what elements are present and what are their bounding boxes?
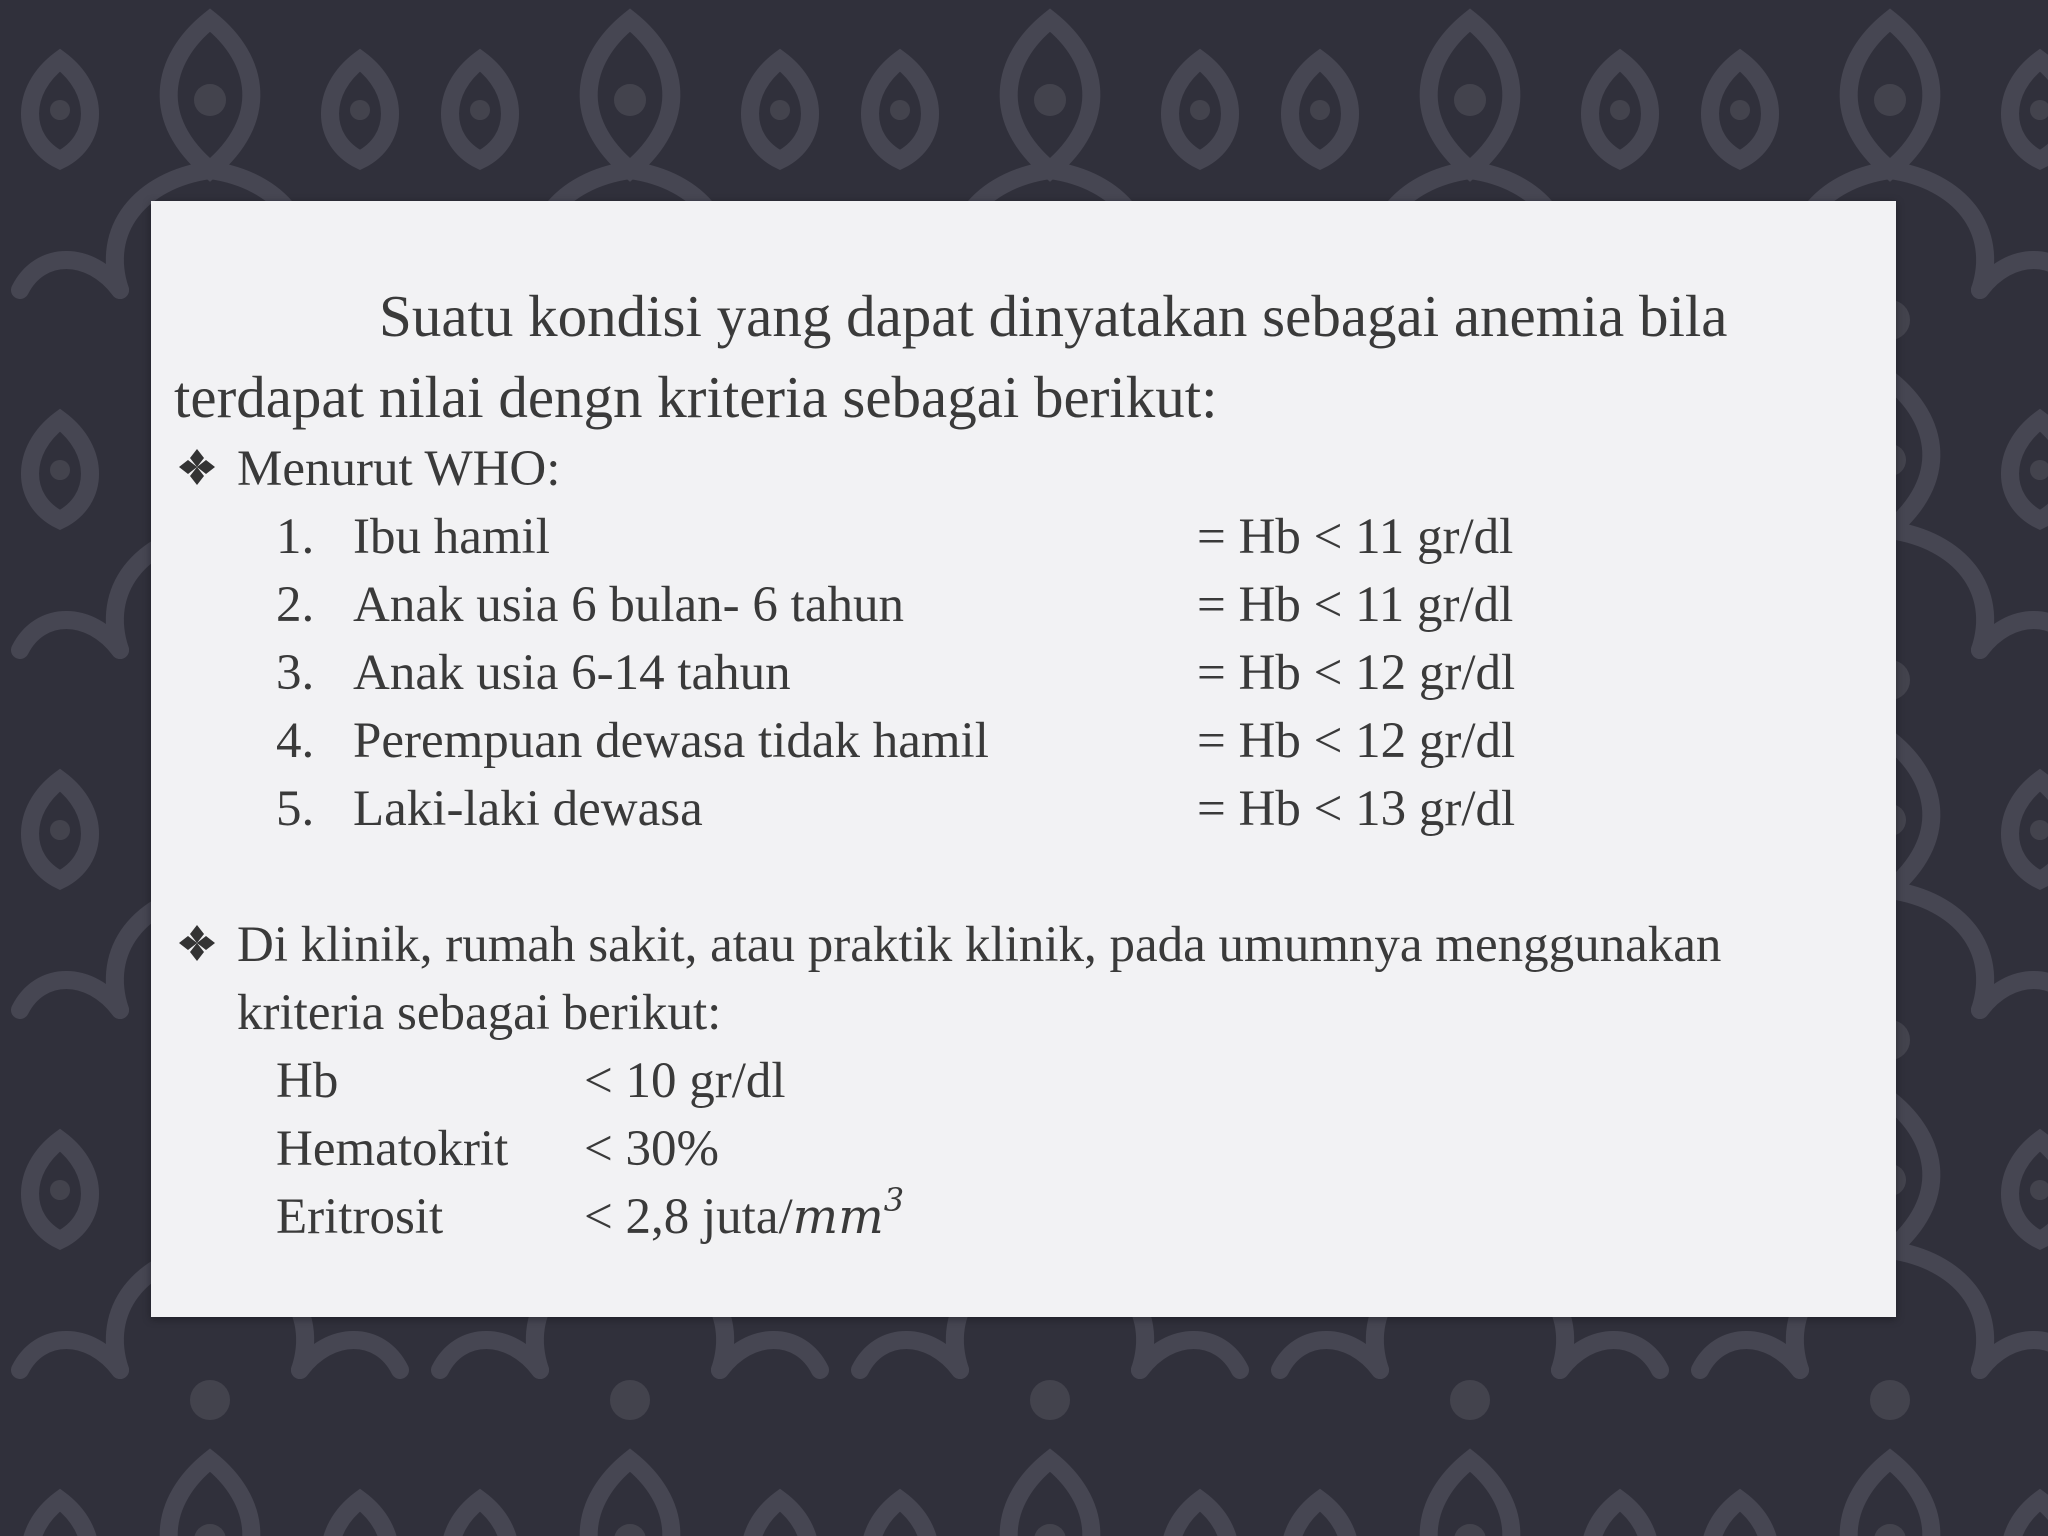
list-item-label: Laki-laki dewasa — [353, 781, 703, 837]
list-item-label: Perempuan dewasa tidak hamil — [353, 713, 989, 769]
list-item-value: = Hb < 13 gr/dl — [1197, 781, 1516, 837]
criteria-value: < 10 gr/dl — [584, 1053, 786, 1109]
four-diamond-bullet-icon — [177, 447, 217, 487]
clinic-line-2: kriteria sebagai berikut: — [237, 985, 722, 1041]
criteria-unit: mm — [792, 1189, 884, 1245]
criteria-value: < 30% — [584, 1121, 719, 1177]
list-item-number: 2. — [276, 577, 315, 633]
four-diamond-bullet-icon — [177, 923, 217, 963]
clinic-line-1: Di klinik, rumah sakit, atau praktik klinik, pada umumnya menggunakan — [237, 917, 1722, 973]
content-card — [151, 201, 1896, 1317]
criteria-label: Hematokrit — [276, 1121, 509, 1177]
criteria-unit-exponent: 3 — [883, 1181, 905, 1219]
intro-line-1: Suatu kondisi yang dapat dinyatakan sebagai anemia bila — [379, 283, 1728, 349]
who-heading: Menurut WHO: — [237, 441, 561, 497]
list-item-number: 5. — [276, 781, 315, 837]
list-item-number: 4. — [276, 713, 315, 769]
criteria-value: < 2,8 juta/ — [584, 1189, 793, 1245]
list-item-number: 3. — [276, 645, 315, 701]
list-item-value: = Hb < 11 gr/dl — [1197, 509, 1514, 565]
list-item-label: Anak usia 6 bulan- 6 tahun — [353, 577, 904, 633]
list-item-value: = Hb < 11 gr/dl — [1197, 577, 1514, 633]
list-item-value: = Hb < 12 gr/dl — [1197, 645, 1516, 701]
list-item-value: = Hb < 12 gr/dl — [1197, 713, 1516, 769]
intro-line-2: terdapat nilai dengn kriteria sebagai berikut: — [174, 364, 1218, 430]
criteria-label: Hb — [276, 1053, 339, 1109]
criteria-label: Eritrosit — [276, 1189, 444, 1245]
list-item-number: 1. — [276, 509, 315, 565]
list-item-label: Anak usia 6-14 tahun — [353, 645, 791, 701]
criteria-value-line — [584, 1181, 905, 1245]
list-item-label: Ibu hamil — [353, 509, 550, 565]
